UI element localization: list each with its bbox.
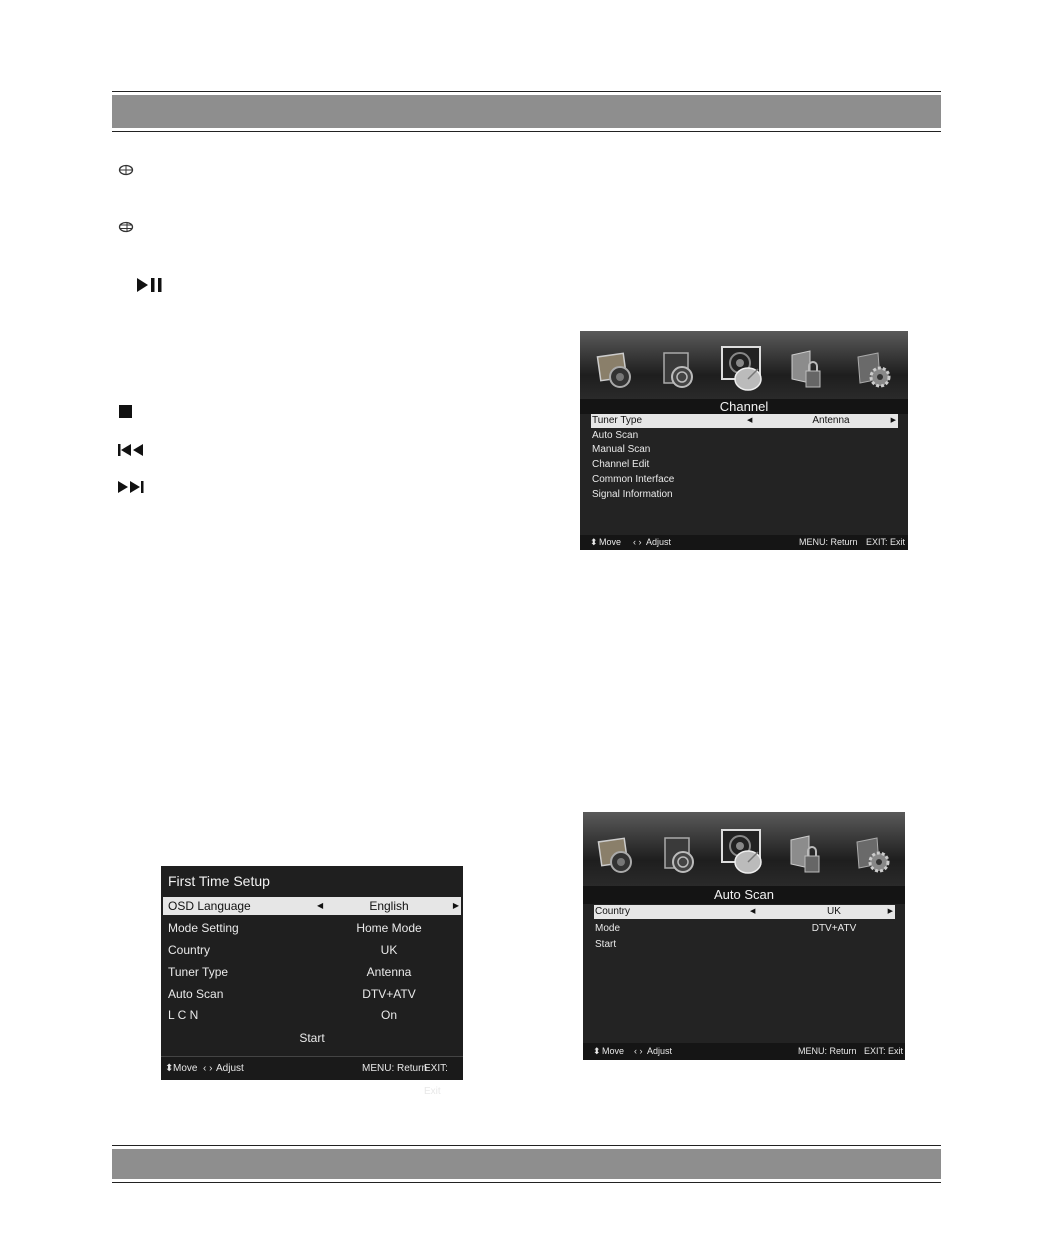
- setup-item-country[interactable]: Country UK: [168, 943, 398, 957]
- header-rule-bottom: [112, 131, 941, 132]
- setup-item-lcn[interactable]: L C N On: [168, 1008, 397, 1022]
- footer-rule-bottom: [112, 1182, 941, 1183]
- stop-icon: [119, 405, 133, 419]
- menu-title: Auto Scan: [583, 886, 905, 904]
- arrow-left-icon[interactable]: ◀: [747, 417, 753, 424]
- arrow-left-icon[interactable]: ◀: [317, 901, 324, 910]
- channel-icon[interactable]: [720, 828, 764, 876]
- remote-key-icon: [118, 164, 134, 176]
- picture-icon[interactable]: [597, 834, 637, 876]
- menu-item-tuner-type[interactable]: Tuner Type ◀ Antenna ▶: [592, 415, 896, 426]
- menu-item-signal-information[interactable]: Signal Information: [592, 489, 673, 500]
- previous-icon: [118, 444, 146, 456]
- start-button[interactable]: Start: [299, 1031, 325, 1045]
- setup-title: First Time Setup: [168, 873, 270, 889]
- left-right-icon: ‹ ›: [203, 1063, 213, 1074]
- arrow-left-icon[interactable]: ◀: [750, 908, 756, 915]
- remote-key-icon: [118, 221, 134, 233]
- menu-item-start[interactable]: Start: [595, 939, 617, 950]
- menu-item-country[interactable]: Country ◀ UK ▶: [595, 906, 893, 917]
- setup-item-auto-scan[interactable]: Auto Scan DTV+ATV: [168, 987, 416, 1001]
- auto-scan-menu-screen: [583, 812, 905, 1060]
- next-icon: [118, 481, 146, 493]
- left-right-icon: ‹ ›: [634, 1046, 643, 1056]
- arrow-right-icon[interactable]: ▶: [452, 901, 459, 910]
- setup-footer: ⬍ Move ‹ › Adjust MENU: Return EXIT: Exit: [161, 1056, 463, 1080]
- left-right-icon: ‹ ›: [633, 537, 642, 547]
- header-rule-top: [112, 91, 941, 92]
- setup-icon[interactable]: [854, 349, 894, 391]
- channel-icon[interactable]: [720, 345, 764, 393]
- menu-item-common-interface[interactable]: Common Interface: [592, 474, 675, 485]
- play-pause-icon: [136, 277, 164, 293]
- lock-icon[interactable]: [787, 834, 827, 876]
- up-down-icon: ⬍: [593, 1046, 601, 1056]
- channel-menu-screen: [580, 331, 908, 550]
- menu-icon-bar: [583, 812, 905, 886]
- lock-icon[interactable]: [788, 349, 828, 391]
- menu-icon-bar: [580, 331, 908, 399]
- up-down-icon: ⬍: [165, 1063, 174, 1074]
- header-band: [112, 95, 941, 128]
- menu-footer: ⬍ Move ‹ › Adjust MENU: Return EXIT: Exit: [580, 535, 908, 550]
- setup-icon[interactable]: [853, 834, 893, 876]
- menu-item-mode[interactable]: Mode DTV+ATV: [595, 923, 857, 934]
- first-time-setup-screen: [161, 866, 463, 1097]
- setup-item-tuner-type[interactable]: Tuner Type Antenna: [168, 965, 412, 979]
- menu-item-auto-scan[interactable]: Auto Scan: [592, 430, 639, 441]
- menu-footer: ⬍ Move ‹ › Adjust MENU: Return EXIT: Exit: [583, 1043, 905, 1060]
- up-down-icon: ⬍: [590, 537, 598, 547]
- arrow-right-icon[interactable]: ▶: [887, 908, 893, 915]
- menu-title: Channel: [580, 399, 908, 414]
- menu-item-channel-edit[interactable]: Channel Edit: [592, 459, 650, 470]
- sound-icon[interactable]: [660, 349, 700, 391]
- footer-band: [112, 1149, 941, 1179]
- sound-icon[interactable]: [661, 834, 701, 876]
- arrow-right-icon[interactable]: ▶: [890, 417, 896, 424]
- footer-rule-top: [112, 1145, 941, 1146]
- setup-item-mode-setting[interactable]: Mode Setting Home Mode: [168, 921, 422, 935]
- picture-icon[interactable]: [596, 349, 636, 391]
- setup-item-osd-language[interactable]: OSD Language ◀ English ▶: [163, 897, 461, 915]
- menu-item-manual-scan[interactable]: Manual Scan: [592, 444, 651, 455]
